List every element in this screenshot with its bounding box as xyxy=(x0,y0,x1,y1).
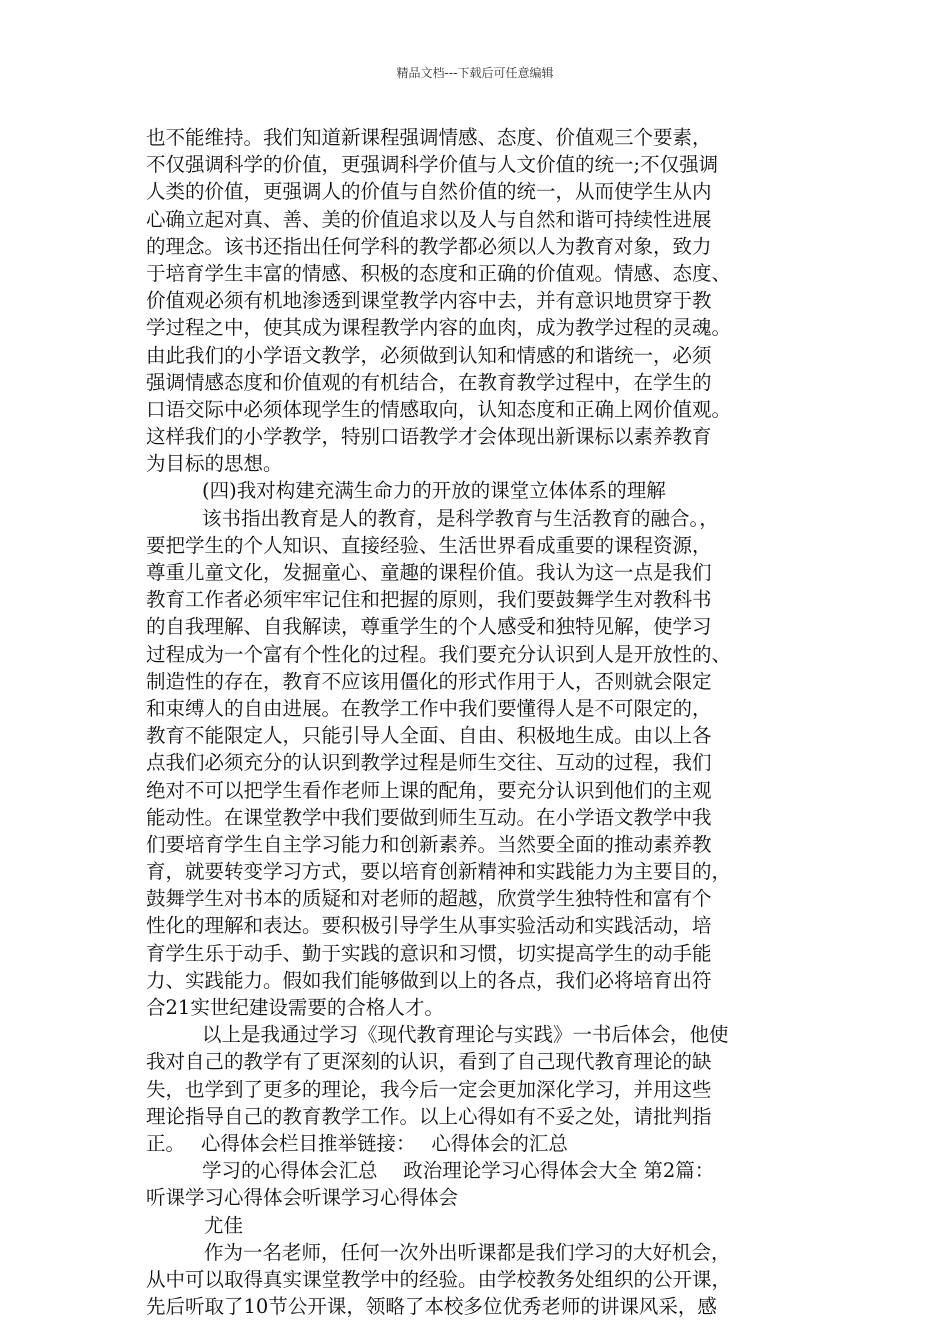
text-line: 强调情感态度和价值观的有机结合，在教育教学过程中，在学生的 xyxy=(146,370,712,394)
text-line: 绝对不可以把学生看作老师上课的配角，要充分认识到他们的主观 xyxy=(146,778,712,802)
text-line: 学习的心得体会汇总 政治理论学习心得体会大全 第2篇： xyxy=(202,1159,715,1183)
text-line: 从中可以取得真实课堂教学中的经验。由学校教务处组织的公开课， xyxy=(146,1267,732,1291)
text-line: 听课学习心得体会听课学习心得体会 xyxy=(146,1186,459,1210)
text-line: 由此我们的小学语文教学，必须做到认知和情感的和谐统一，必须 xyxy=(146,343,712,367)
text-line: 能动性。在课堂教学中我们要做到师生互动。在小学语文教学中我 xyxy=(146,805,712,829)
text-line: 于培育学生丰富的情感、积极的态度和正确的价值观。情感、态度、 xyxy=(146,261,732,285)
text-line: 尊重儿童文化，发掘童心、童趣的课程价值。我认为这一点是我们 xyxy=(146,561,712,584)
text-line: 制造性的存在，教育不应该用僵化的形式作用于人，否则就会限定 xyxy=(146,669,712,693)
text-line: 育学生乐于动手、勤于实践的意识和习惯，切实提高学生的动手能 xyxy=(146,941,712,965)
text-line: 以上是我通过学习《现代教育理论与实践》一书后体会，他使 xyxy=(202,1023,729,1047)
text-line: 人类的价值，更强调人的价值与自然价值的统一，从而使学生从内 xyxy=(146,180,712,204)
text-line: 合21实世纪建设需要的合格人才。 xyxy=(146,996,444,1019)
text-line: 作为一名老师，任何一次外出听课都是我们学习的大好机会， xyxy=(204,1240,731,1264)
text-line: 的理念。该书还指出任何学科的教学都必须以人为教育对象，致力 xyxy=(146,234,712,258)
text-line: 失，也学到了更多的理论，我今后一定会更加深化学习，并用这些 xyxy=(146,1077,712,1101)
text-line: 正。 心得体会栏目推举链接： 心得体会的汇总 xyxy=(146,1131,568,1155)
text-line: 心确立起对真、善、美的价值追求以及人与自然和谐可持续性进展 xyxy=(146,207,712,231)
text-line: 教育不能限定人，只能引导人全面、自由、积极地生成。由以上各 xyxy=(146,724,712,748)
text-line: 为目标的思想。 xyxy=(146,452,283,476)
text-line: 的自我理解、自我解读，尊重学生的个人感受和独特见解，使学习 xyxy=(146,615,712,639)
page-header: 精品文档---下载后可任意编辑 xyxy=(396,66,554,80)
text-line: 先后听取了10节公开课，领略了本校多位优秀老师的讲课风采，感 xyxy=(146,1295,717,1319)
text-line: 性化的理解和表达。要积极引导学生从事实验活动和实践活动，培 xyxy=(146,914,712,938)
text-line: 教育工作者必须牢牢记住和把握的原则，我们要鼓舞学生对教科书 xyxy=(146,588,712,612)
text-line: 我对自己的教学有了更深刻的认识，看到了自己现代教育理论的缺 xyxy=(146,1050,712,1074)
text-line: 尤佳 xyxy=(204,1213,244,1237)
text-line: 们要培育学生自主学习能力和创新素养。当然要全面的推动素养教 xyxy=(146,832,712,856)
text-line: 过程成为一个富有个性化的过程。我们要充分认识到人是开放性的、 xyxy=(146,642,732,666)
text-line: 学过程之中，使其成为课程教学内容的血肉，成为教学过程的灵魂。 xyxy=(146,316,732,340)
text-line: 和束缚人的自由进展。在教学工作中我们要懂得人是不可限定的， xyxy=(146,696,712,720)
text-line: 价值观必须有机地渗透到课堂教学内容中去，并有意识地贯穿于教 xyxy=(146,289,712,313)
text-line: 要把学生的个人知识、直接经验、生活世界看成重要的课程资源， xyxy=(146,533,712,557)
text-line: 这样我们的小学教学，特别口语教学才会体现出新课标以素养教育 xyxy=(146,425,712,449)
text-line: 也不能维持。我们知道新课程强调情感、态度、价值观三个要素， xyxy=(146,126,712,149)
text-line: 口语交际中必须体现学生的情感取向，认知态度和正确上网价值观。 xyxy=(146,397,732,421)
text-line: 点我们必须充分的认识到教学过程是师生交往、互动的过程，我们 xyxy=(146,751,712,775)
text-line: 理论指导自己的教育教学工作。以上心得如有不妥之处，请批判指 xyxy=(146,1104,712,1128)
text-line: 鼓舞学生对书本的质疑和对老师的超越，欣赏学生独特性和富有个 xyxy=(146,887,712,911)
text-line: 不仅强调科学的价值，更强调科学价值与人文价值的统一;不仅强调 xyxy=(146,153,719,177)
document-body xyxy=(146,124,826,1320)
text-line: 育，就要转变学习方式，要以培育创新精神和实践能力为主要目的， xyxy=(146,860,732,884)
text-line: 该书指出教育是人的教育，是科学教育与生活教育的融合。， xyxy=(202,506,719,530)
text-line: 力、实践能力。假如我们能够做到以上的各点，我们必将培育出符 xyxy=(146,968,712,992)
text-line: (四)我对构建充满生命力的开放的课堂立体体系的理解 xyxy=(202,479,666,503)
